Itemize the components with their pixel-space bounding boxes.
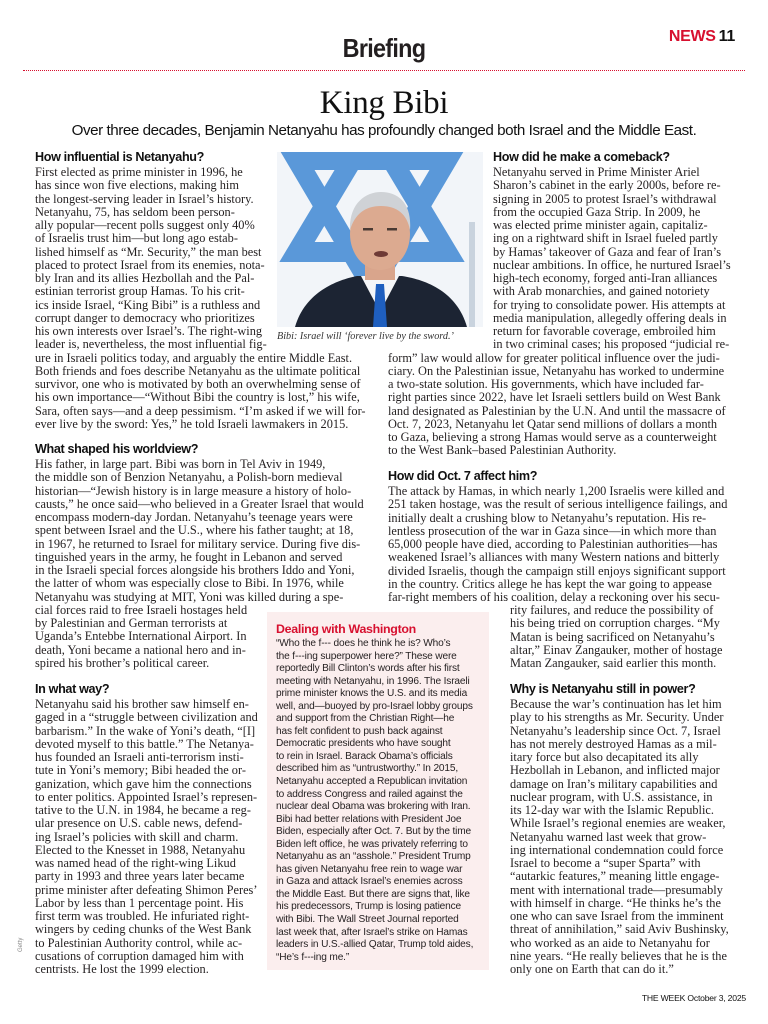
page-tag <box>669 28 735 46</box>
section-body-comeback-top: Netanyahu served in Prime Minister Ariel Sharon’s cabinet in the early 2000s, before re- signing in 2005 to protest Israel’s withdrawal from the occupied Gaza Strip. In 2009, he was elected prime minister again, capitaliz- ing on a rightward shift in Israel fueled partly by Hamas’ takeover of Gaza and fear of Iran’s nuclear ambitions. In office, he nurtured Israel’s high-tech economy, forged anti-Iran alliances with Arab monarchies, and gained notoriety for trying to consolidate power. His attempts at media manipulation, allegedly offering deals in return for favorable coverage, embroiled him in two criminal cases; his proposed “judicial re- <box>493 165 731 352</box>
dotted-divider <box>23 70 745 71</box>
section-tag: NEWS <box>668 28 716 45</box>
section-body-still-in-power: Because the war’s continuation has let him play to his strengths as Mr. Security. Under Netanyahu’s leadership since Oct. 7, Israel has not merely destroyed Hamas as a mil- itary force but also decapitated its ally Hezbollah in Lebanon, and inflicted major damage on Iran’s military capabilities and nuclear program, with U.S. assistance, in its 12-day war with the Islamic Republic. While Israel’s regional enemies are weaker, Netanyahu warned last week that grow- ing international condemnation could force Israel to become a “super Sparta” with “autarkic features,” meaning little engage- ment with international trade—presumably with himself in charge. “He thinks he’s the one who can save Israel from the imminent threat of annihilation,” said Aviv Bushinsky, who worked as an aide to Netanyahu for nine years. “He really believes that he is the only one on Earth that can do it.” <box>510 697 729 976</box>
section-label: Briefing <box>342 33 426 63</box>
section-heading-comeback: How did he make a comeback? <box>493 150 670 164</box>
issue-date: October 3, 2025 <box>687 993 746 1003</box>
section-body-comeback-bottom: form” law would allow for greater political influence over the judi- ciary. On the Palestinian issue, Netanyahu has worked to undermine a two-state solution. His governments, which have included far- right parties since 2022, have let Israeli settlers build on West Bank land designated as Palestinian by the U.N. And until the massacre of Oct. 7, 2023, Netanyahu let Qatar send millions of dollars a month to Gaza, believing a strong Hamas would serve as a counterweight to the West Bank–based Palestinian Authority. <box>388 350 726 458</box>
section-heading-oct7: How did Oct. 7 affect him? <box>388 469 538 483</box>
photo-credit: Getty <box>18 937 24 952</box>
section-body-in-what-way: Netanyahu said his brother saw himself en- gaged in a “struggle between civilization and barbarism.” In the wake of Yoni’s death, “[I] devoted myself to this battle.” The Netanya- hus founded an Israeli anti-terrorism insti- tute in Yoni’s memory; Bibi headed the or- ganization, which gave him the connections to enter politics. Appointed Israel’s represen- tative to the U.N. in 1984, he became a reg- ular presence on U.S. cable news, defend- ing Israel’s policies with skill and charm. Elected to the Knesset in 1988, Netanyahu was named head of the right-wing Likud party in 1993 and three years later became prime minister after defeating Shimon Peres’ Labor by less than 1 percentage point. His first term was troubled. He infuriated right- wingers by ceding chunks of the West Bank to Palestinian Authority control, while ac- cusations of corruption damaged him with centrists. He lost the 1999 election. <box>35 697 258 976</box>
sidebar-body: “Who the f--- does he think he is? Who’s the f---ing superpower here?” These were reportedly Bill Clinton’s words after his first meeting with Netanyahu, in 1996. The Israeli prime minister knows the U.S. and its media well, and—buoyed by pro-Israel lobby groups and support from the Christian Right—he has felt confident to push back against Democratic presidents who have sought to rein in Israel. Barack Obama’s officials described him as “untrustworthy.” In 2015, Netanyahu accepted a Republican invitation to address Congress and railed against the nuclear deal Obama was brokering with Iran. Bibi had better relations with President Joe Biden, especially after Oct. 7. But by the time Biden left office, he was privately referring to Netanyahu as an “asshole.” President Trump has given Netanyahu free rein to wage war in Gaza and attack Israel’s enemies across the Middle East. But there are signs that, like his predecessors, Trump is losing patience with Bibi. The Wall Street Journal reported last week that, after Israel’s strike on Hamas leaders in U.S.-allied Qatar, Trump told aides, “He’s f---ing me.” <box>276 638 474 963</box>
section-body-oct7-top: The attack by Hamas, in which nearly 1,200 Israelis were killed and 251 taken hostage, was the result of serious intelligence failings, and initially dealt a crushing blow to Netanyahu’s reputation. His re- lentless prosecution of the war in Gaza since—in which more than 65,000 people have died, according to Palestinian authorities—has weakened Israel’s alliances with many Western nations and bitterly divided Israelis, though the campaign still enjoys significant support in the country. Critics allege he has kept the war going to appease far-right members of his coalition, delay a reckoning over his secu- <box>388 484 728 604</box>
section-heading-worldview: What shaped his worldview? <box>35 442 199 456</box>
publication-name: THE WEEK <box>641 993 686 1003</box>
photo-caption: Bibi: Israel will ‘forever live by the sword.’ <box>277 331 454 342</box>
dek: Over three decades, Benjamin Netanyahu has profoundly changed both Israel and the Middle East. <box>71 122 697 139</box>
footer <box>642 993 746 1003</box>
section-body-worldview: His father, in large part. Bibi was born in Tel Aviv in 1949, the middle son of Benzion Netanyahu, a Polish-born medieval historian—“Jewish history is in large measure a history of holo- causts,” he once said—who believed in a Greater Israel that would encompass modern-day Jordan. Netanyahu’s teenage years were spent between Israel and the U.S., where his father taught; at 18, in 1967, he returned to Israel for military service. During five dis- tinguished years in the army, he fought in Lebanon and served in the Israeli special forces alongside his brothers Iddo and Yoni, the latter of whom was especially close to Bibi. In 1976, while Netanyahu was studying at MIT, Yoni was killed during a spe- cial forces raid to free Israeli hostages held by Palestinian and German terrorists at Uganda’s Entebbe International Airport. In death, Yoni became a national hero and in- spired his brother’s political career. <box>35 457 364 670</box>
section-heading-in-what-way: In what way? <box>35 682 110 696</box>
sidebar-title: Dealing with Washington <box>276 622 416 636</box>
page-number: 11 <box>718 28 735 45</box>
section-heading-influence: How influential is Netanyahu? <box>35 150 204 164</box>
section-body-influence: First elected as prime minister in 1996, he has since won five elections, making him the longest-serving leader in Israel’s history. Netanyahu, 75, has seldom been person- ally popular—recent polls suggest only 40% of Israelis trust him—but long ago estab- lished himself as “Mr. Security,” the man best placed to protect Israel from its enemies, nota- bly Iran and its allies Hezbollah and the Pal- estinian terrorist group Hamas. To his crit- ics inside Israel, “King Bibi” is a ruthless and corrupt danger to democracy who prioritizes his own interests over Israel’s. The right-wing leader is, nevertheless, the most influential fig- ure in Israeli politics today, and arguably the entire Middle East. Both friends and foes describe Netanyahu as the ultimate political survivor, one who is motivated by both an overwhelming sense of his own importance—“Without Bibi the country is lost,” his wife, Sara, often says—and a deep pessimism. “I’m asked if we will for- ever live by the sword: Yes,” he told Israeli lawmakers in 2015. <box>35 165 366 431</box>
headline: King Bibi <box>319 85 449 121</box>
section-heading-still-in-power: Why is Netanyahu still in power? <box>510 682 696 696</box>
section-body-oct7-bottom: rity failures, and reduce the possibility of his being tried on corruption charges. “My Matan is being sacrificed on Netanyahu’s altar,” Einav Zangauker, mother of hostage Matan Zangauker, said earlier this month. <box>510 603 723 670</box>
